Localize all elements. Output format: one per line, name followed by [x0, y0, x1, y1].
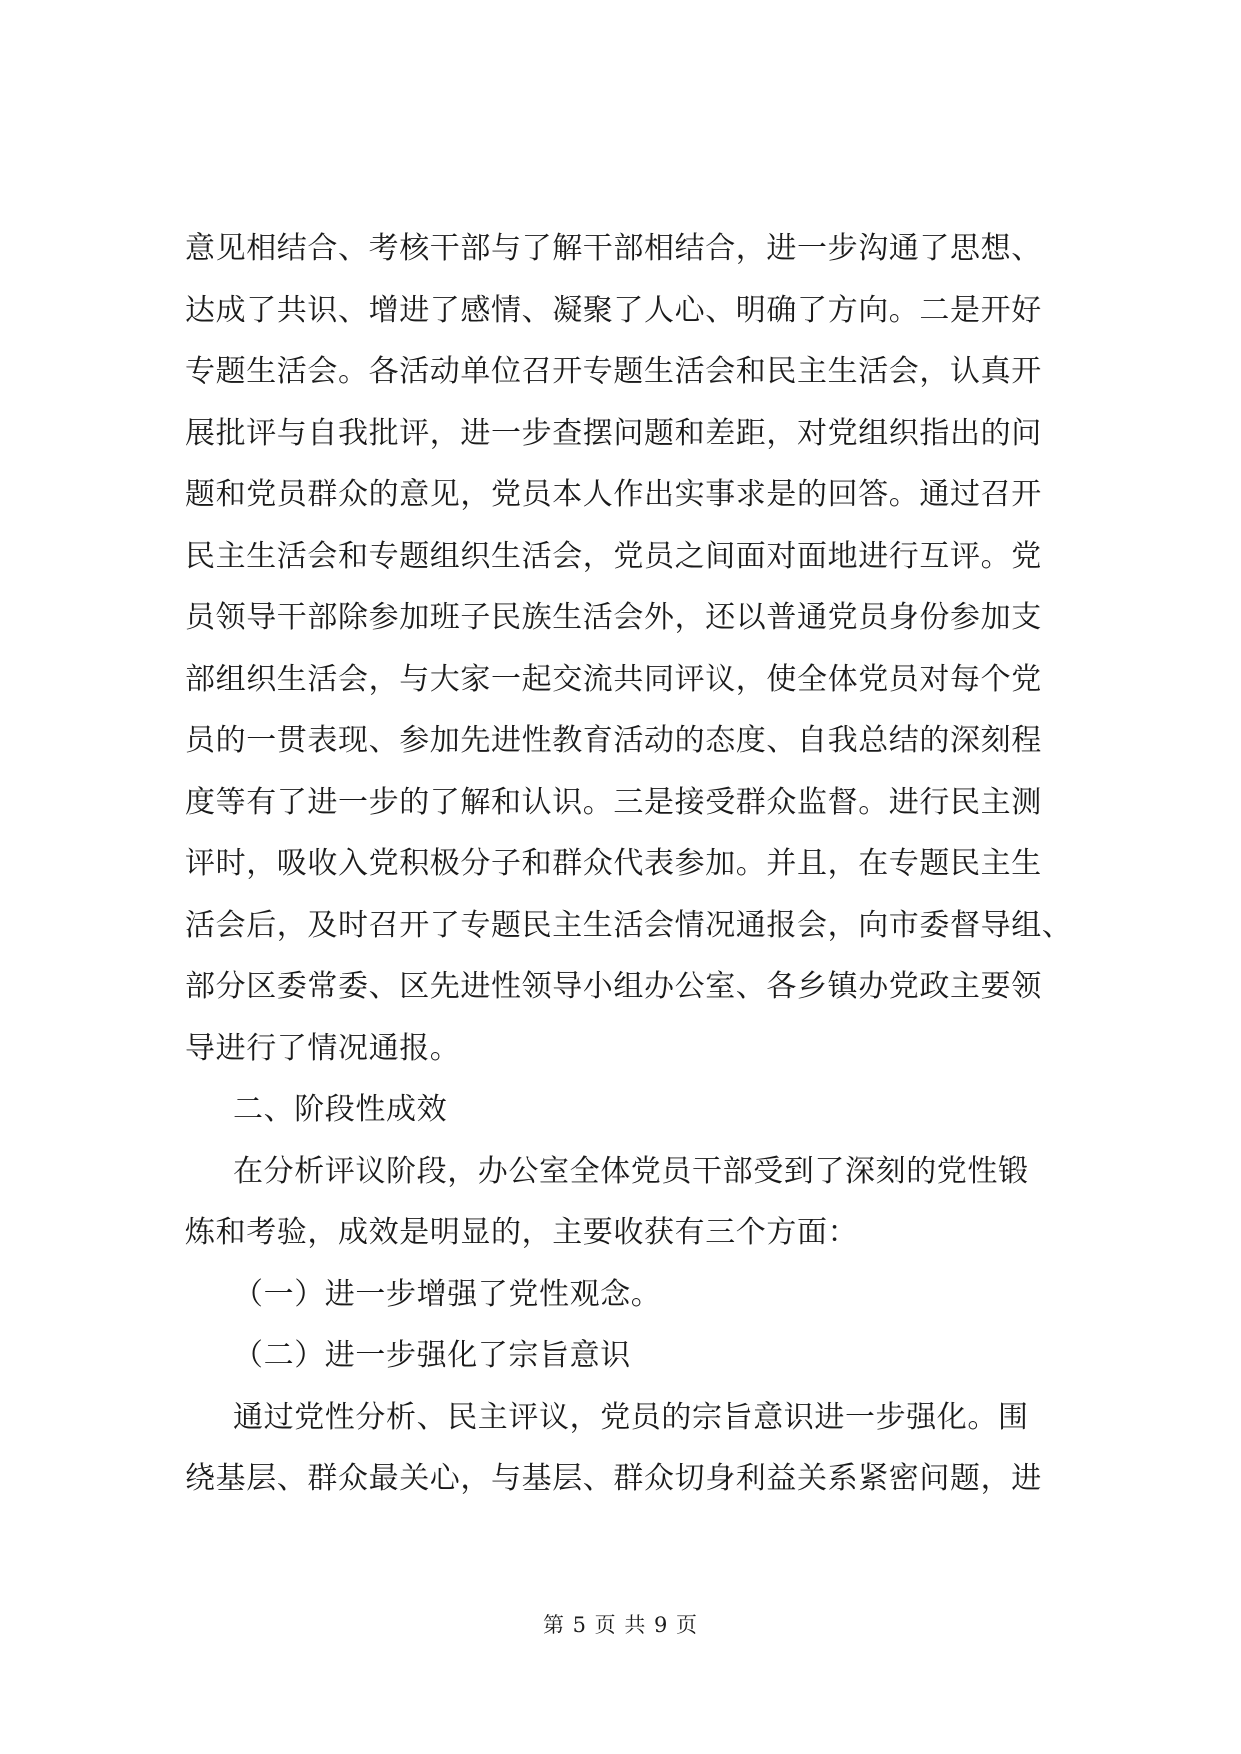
text-line: 民主生活会和专题组织生活会，党员之间面对面地进行互评。党 [185, 538, 1042, 574]
text-line: 部组织生活会，与大家一起交流共同评议，使全体党员对每个党 [185, 661, 1042, 697]
subheading: （二）进一步强化了宗旨意识 [233, 1338, 631, 1373]
text-line: 展批评与自我批评，进一步查摆问题和差距，对党组织指出的问 [185, 415, 1042, 451]
section-heading: 二、阶段性成效 [233, 1092, 448, 1127]
text-line: 专题生活会。各活动单位召开专题生活会和民主生活会，认真开 [185, 354, 1042, 389]
text-line: 达成了共识、增进了感情、凝聚了人心、明确了方向。二是开好 [185, 292, 1042, 328]
text-line: 意见相结合、考核干部与了解干部相结合，进一步沟通了思想、 [185, 231, 1042, 266]
paragraph-first-line: 通过党性分析、民主评议，党员的宗旨意识进一步强化。围 [233, 1399, 1029, 1435]
text-line: 部分区委常委、区先进性领导小组办公室、各乡镇办党政主要领 [185, 969, 1042, 1004]
page-footer: 第 5 页 共 9 页 [542, 1613, 699, 1637]
text-line: 评时，吸收入党积极分子和群众代表参加。并且，在专题民主生 [185, 846, 1042, 881]
text-line: 炼和考验，成效是明显的，主要收获有三个方面： [185, 1215, 859, 1250]
text-line: 员领导干部除参加班子民族生活会外，还以普通党员身份参加支 [185, 600, 1042, 635]
text-line: 员的一贯表现、参加先进性教育活动的态度、自我总结的深刻程 [185, 723, 1042, 758]
body-text [185, 218, 1085, 1510]
paragraph-first-line: 在分析评议阶段，办公室全体党员干部受到了深刻的党性锻 [233, 1153, 1029, 1189]
text-line: 绕基层、群众最关心，与基层、群众切身利益关系紧密问题，进 [185, 1461, 1042, 1496]
subheading: （一）进一步增强了党性观念。 [233, 1276, 662, 1312]
text-line: 活会后，及时召开了专题民主生活会情况通报会，向市委督导组、 [185, 907, 1073, 943]
text-line: 导进行了情况通报。 [185, 1030, 461, 1066]
text-line: 度等有了进一步的了解和认识。三是接受群众监督。进行民主测 [185, 784, 1042, 820]
text-line: 题和党员群众的意见，党员本人作出实事求是的回答。通过召开 [185, 477, 1042, 512]
